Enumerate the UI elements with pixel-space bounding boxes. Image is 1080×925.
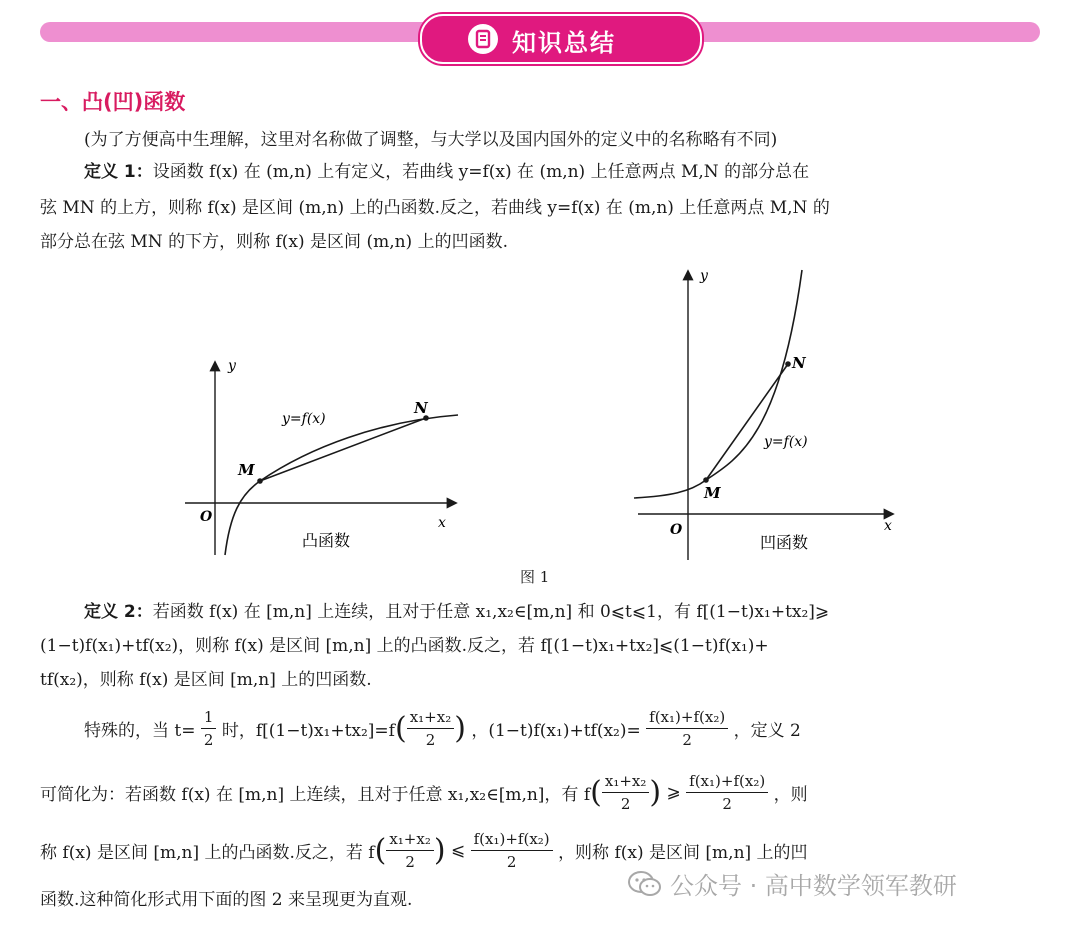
watermark (628, 866, 957, 904)
def1-line3: 部分总在弦 MN 的下方，则称 f(x) 是区间 (m,n) 上的凹函数. (40, 232, 508, 252)
special-line2: 可简化为：若函数 f(x) 在 [m,n] 上连续，且对于任意 x₁,x₂∈[m,n]，有 f( $\frac{\text{x₁+x₂}}{2}$ ) ⩾ $\frac{\text{f(x₁)+f(x₂)}}{2}$ ，则 (40, 772, 808, 813)
special-p3-suffix: ，则称 f(x) 是区间 [m,n] 上的凹 (558, 843, 808, 863)
point-m (257, 478, 263, 484)
figure-caption: 图 1 (520, 568, 550, 586)
def2-line3: tf(x₂)，则称 f(x) 是区间 [m,n] 上的凹函数. (40, 670, 372, 690)
fraction-avg-x (407, 706, 455, 751)
fraction-avg-f (646, 706, 728, 751)
fraction-avg-x (602, 770, 650, 815)
special-p1-prefix: 特殊的，当 t= (84, 721, 196, 741)
x-axis-label: x (884, 518, 892, 534)
def2-text1: 若函数 f(x) 在 [m,n] 上连续，且对于任意 x₁,x₂∈[m,n] 和 0⩽t⩽1，有 f[(1−t)x₁+tx₂]⩾ (152, 602, 830, 622)
chord-mn (706, 364, 788, 480)
section-banner (40, 14, 1040, 57)
watermark-text: 公众号 · 高中数学领军教研 (670, 872, 957, 900)
fraction-avg-x (386, 828, 434, 873)
def2-line1 (84, 596, 829, 628)
special-p2-prefix: 可简化为：若函数 f(x) 在 [m,n] 上连续，且对于任意 x₁,x₂∈[m,n]，有 f (40, 785, 591, 805)
wechat-icon (628, 870, 662, 904)
def2-line2: (1−t)f(x₁)+tf(x₂)，则称 f(x) 是区间 [m,n] 上的凸函数.反之，若 f[(1−t)x₁+tx₂]⩽(1−t)f(x₁)+ (40, 636, 769, 656)
avg-f-num: f(x₁)+f(x₂) (686, 770, 768, 793)
convex-caption: 凸函数 (302, 531, 351, 550)
def1-line1 (84, 156, 809, 188)
n-label: N (792, 354, 806, 372)
chord-mn (260, 418, 426, 481)
n-label: N (414, 399, 428, 417)
avg-x-num: x₁+x₂ (407, 706, 455, 729)
fraction-avg-f (686, 770, 768, 815)
def2-label: 定义 2： (84, 602, 153, 622)
avg-f-den: 2 (722, 795, 732, 813)
avg-f-den: 2 (682, 731, 692, 749)
leq-sign: ⩽ (450, 840, 466, 861)
section-title: 一、凸(凹)函数 (40, 90, 186, 114)
special-p3-prefix: 称 f(x) 是区间 [m,n] 上的凸函数.反之，若 f (40, 843, 375, 863)
y-axis-label: y (700, 268, 708, 284)
special-line1: 特殊的，当 t= $\frac{1}{2}$ 时，f[(1−t)x₁+tx₂]=f( $\frac{\text{x₁+x₂}}{2}$ ) ，(1−t)f(x₁)+tf(x₂)= $\frac{\text{f(x₁)+f(x₂)}}{2}$ ，定义 2 (84, 708, 801, 749)
banner-title: 知识总结 (512, 29, 616, 57)
special-p1-mid: 时，f[(1−t)x₁+tx₂]=f (221, 721, 395, 741)
x-axis-label: x (438, 515, 446, 531)
geq-sign: ⩾ (666, 782, 681, 803)
half-den: 2 (203, 731, 214, 749)
avg-x-den: 2 (405, 853, 415, 871)
fraction-avg-f (471, 828, 553, 873)
m-label: M (238, 461, 255, 479)
curve-label: y=f(x) (764, 434, 808, 450)
special-p1-suffix: ，定义 2 (733, 721, 801, 741)
document-icon (468, 24, 498, 54)
special-line3: 称 f(x) 是区间 [m,n] 上的凸函数.反之，若 f( $\frac{\text{x₁+x₂}}{2}$ ) ⩽ $\frac{\text{f(x₁)+f(x₂)}}{2}$ ，则称 f(x) 是区间 [m,n] 上的凹 (40, 830, 808, 871)
avg-x-den: 2 (425, 731, 436, 749)
avg-f-den: 2 (506, 853, 517, 871)
def1-line2: 弦 MN 的上方，则称 f(x) 是区间 (m,n) 上的凸函数.反之，若曲线 y=f(x) 在 (m,n) 上任意两点 M,N 的 (40, 198, 830, 218)
y-axis-label: y (228, 358, 236, 374)
avg-x-den: 2 (620, 795, 631, 813)
special-p2-suffix: ，则 (773, 785, 808, 805)
concave-graph (630, 262, 900, 562)
avg-x-num: x₁+x₂ (386, 828, 434, 851)
point-m (703, 477, 709, 483)
m-label: M (704, 484, 721, 502)
def1-label: 定义 1： (84, 162, 153, 182)
special-line4: 函数.这种简化形式用下面的图 2 来呈现更为直观. (40, 890, 413, 910)
intro-note: (为了方便高中生理解，这里对名称做了调整，与大学以及国内国外的定义中的名称略有不同) (84, 130, 778, 150)
special-p1-mid2: ，(1−t)f(x₁)+tf(x₂)= (471, 721, 641, 741)
half-num: 1 (201, 706, 217, 729)
fraction-half (201, 706, 217, 751)
def1-text1: 设函数 f(x) 在 (m,n) 上有定义，若曲线 y=f(x) 在 (m,n) 上任意两点 M,N 的部分总在 (152, 162, 810, 182)
origin-label: O (670, 522, 683, 538)
avg-x-num: x₁+x₂ (602, 770, 650, 793)
convex-graph (180, 355, 470, 565)
avg-f-num: f(x₁)+f(x₂) (646, 706, 728, 729)
banner-pill (420, 14, 702, 64)
curve-label: y=f(x) (282, 411, 326, 427)
avg-f-num: f(x₁)+f(x₂) (471, 828, 553, 851)
origin-label: O (200, 509, 213, 525)
concave-caption: 凹函数 (760, 533, 809, 552)
point-n (785, 361, 791, 367)
